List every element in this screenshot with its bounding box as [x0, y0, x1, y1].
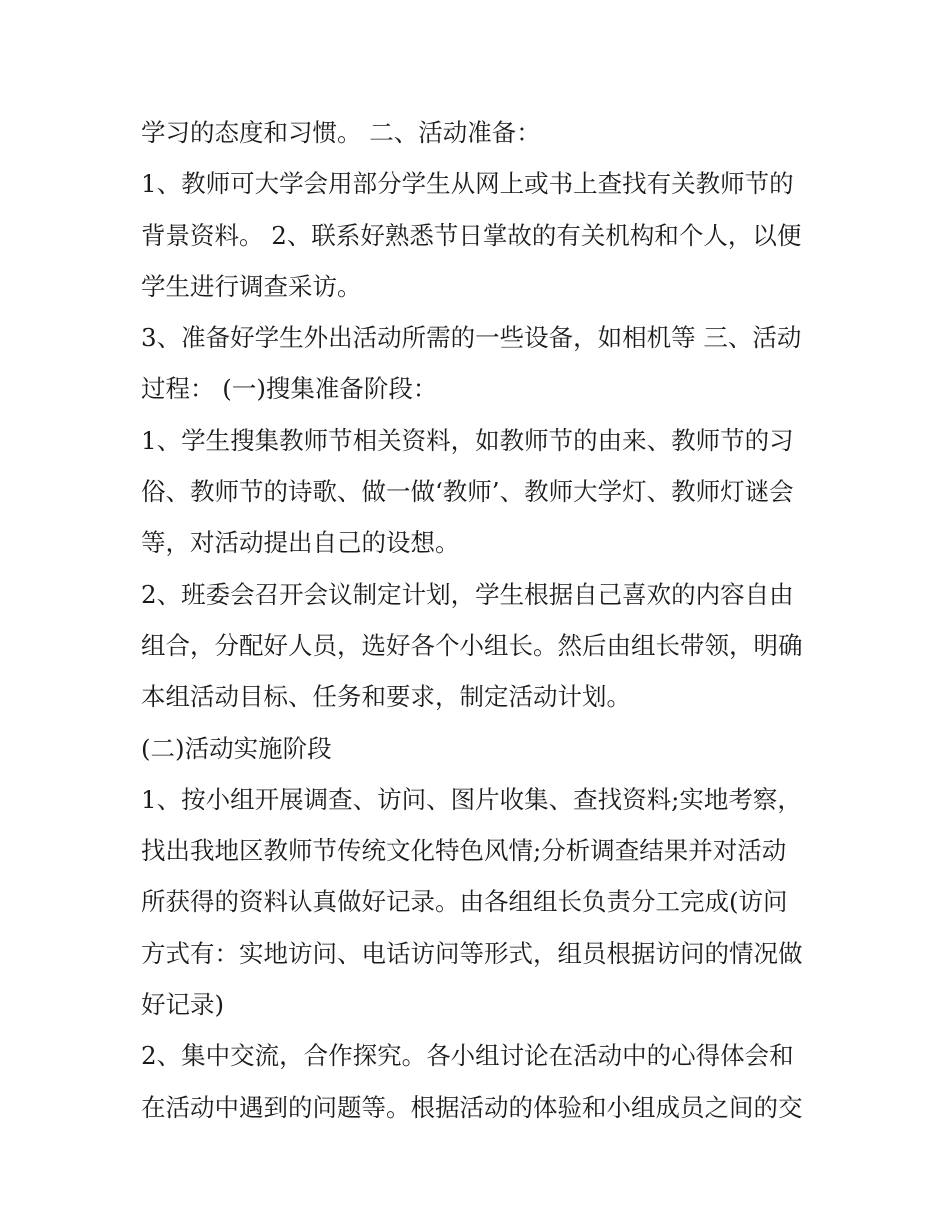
text-line: 学生进行调查采访。 [141, 271, 362, 301]
text-line: 过程： (一)搜集准备阶段： [141, 374, 438, 404]
text-line: 1、教师可大学会用部分学生从网上或书上查找有关教师节的 [141, 169, 794, 199]
text-line: 1、按小组开展调查、访问、图片收集、查找资料;实地考察， [141, 784, 802, 814]
text-line: 找出我地区教师节传统文化特色风情;分析调查结果并对活动 [141, 836, 787, 866]
text-line: 好记录) [141, 990, 225, 1020]
text-line: 所获得的资料认真做好记录。由各组组长负责分工完成(访问 [141, 887, 788, 917]
document-body [141, 107, 821, 1133]
text-line: 1、学生搜集教师节相关资料，如教师节的由来、教师节的习 [141, 425, 794, 455]
text-line: 等，对活动提出自己的设想。 [141, 528, 460, 558]
text-line: 背景资料。 2、联系好熟悉节日掌故的有关机构和个人，以便 [141, 220, 802, 250]
text-line: 本组活动目标、任务和要求，制定活动计划。 [141, 682, 631, 712]
text-line: 组合，分配好人员，选好各个小组长。然后由组长带领，明确 [141, 630, 803, 660]
text-line: 2、集中交流，合作探究。各小组讨论在活动中的心得体会和 [141, 1041, 794, 1071]
text-line: 2、班委会召开会议制定计划，学生根据自己喜欢的内容自由 [141, 579, 794, 609]
text-line: 在活动中遇到的问题等。根据活动的体验和小组成员之间的交 [141, 1092, 803, 1122]
text-line: 学习的态度和习惯。 二、活动准备： [141, 118, 541, 147]
text-line: 俗、教师节的诗歌、做一做‘教师’、教师大学灯、教师灯谜会 [141, 477, 794, 507]
text-line: 方式有：实地访问、电话访问等形式，组员根据访问的情况做 [141, 938, 803, 968]
text-line: (二)活动实施阶段 [141, 733, 332, 763]
text-line: 3、准备好学生外出活动所需的一些设备，如相机等 三、活动 [141, 323, 802, 353]
